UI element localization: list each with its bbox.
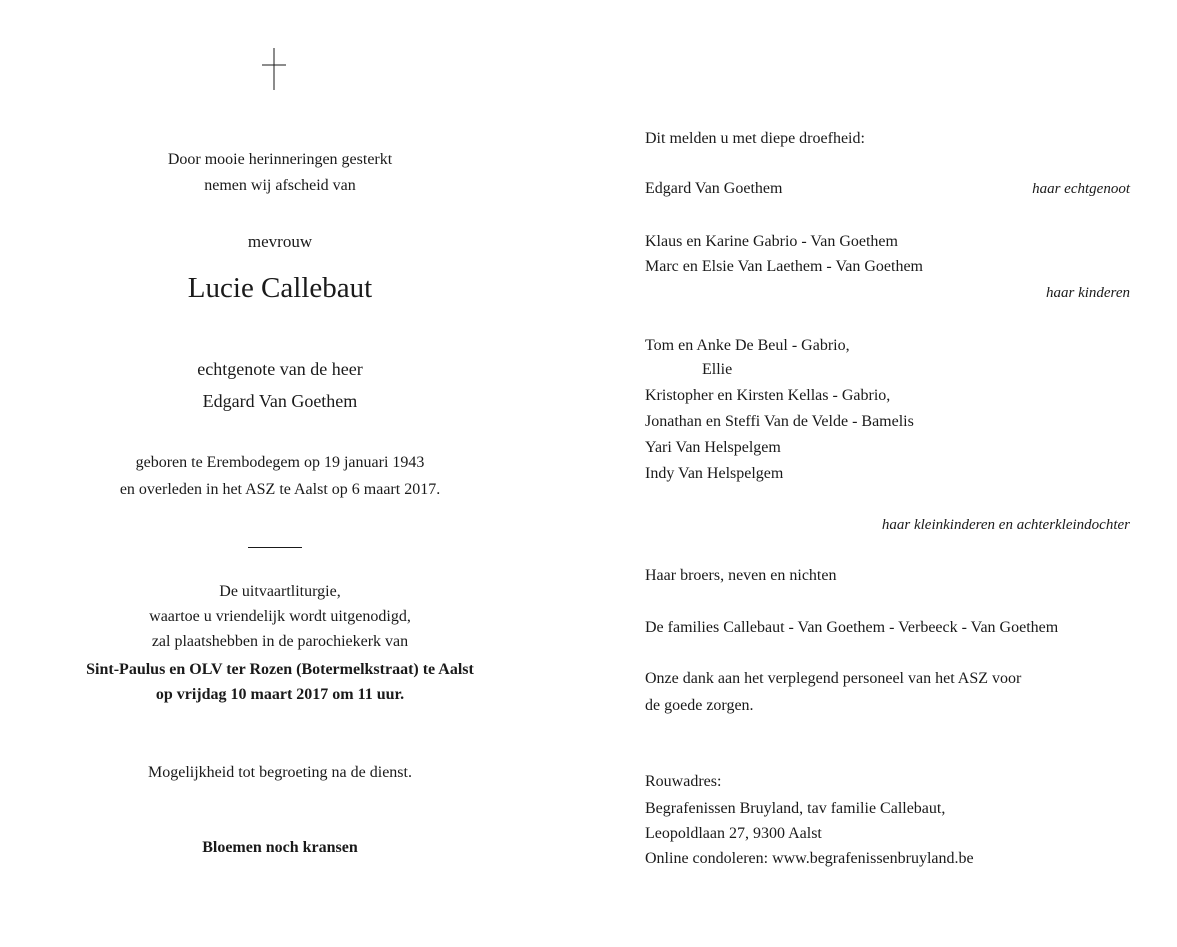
thanks-line-1: Onze dank aan het verplegend personeel van het ASZ voor — [645, 670, 1022, 687]
liturgy-line-1: De uitvaartliturgie, — [219, 583, 341, 600]
salutation: mevrouw — [247, 232, 313, 251]
families: De families Callebaut - Van Goethem - Verbeeck - Van Goethem — [645, 619, 1059, 636]
grandchild-5: Indy Van Helspelgem — [645, 465, 784, 482]
spouse-role: haar echtgenoot — [1032, 181, 1130, 197]
spouse-line-2: Edgard Van Goethem — [202, 391, 358, 411]
greeting-note: Mogelijkheid tot begroeting na de dienst. — [148, 764, 412, 781]
liturgy-line-2: waartoe u vriendelijk wordt uitgenodigd, — [149, 608, 411, 625]
service-datetime: op vrijdag 10 maart 2017 om 11 uur. — [155, 686, 405, 703]
announcement: Dit melden u met diepe droefheid: — [645, 130, 865, 147]
death-line: en overleden in het ASZ te Aalst op 6 maart 2017. — [119, 481, 441, 498]
flowers-note: Bloemen noch kransen — [202, 839, 358, 856]
great-grandchild: Ellie — [702, 361, 733, 378]
address-label: Rouwadres: — [645, 773, 722, 790]
children-role: haar kinderen — [1045, 285, 1130, 301]
divider — [248, 547, 302, 548]
child-1: Klaus en Karine Gabrio - Van Goethem — [645, 233, 898, 250]
deceased-name: Lucie Callebaut — [187, 272, 373, 304]
church: Sint-Paulus en OLV ter Rozen (Botermelkstraat) te Aalst — [86, 661, 474, 678]
grandchildren-role: haar kleinkinderen en achterkleindochter — [881, 517, 1130, 533]
intro-line-2: nemen wij afscheid van — [204, 177, 356, 194]
address-line-1: Begrafenissen Bruyland, tav familie Callebaut, — [645, 800, 946, 817]
grandchild-3: Jonathan en Steffi Van de Velde - Bamelis — [645, 413, 914, 430]
cross-icon — [262, 48, 286, 90]
liturgy-line-3: zal plaatshebben in de parochiekerk van — [151, 633, 409, 650]
thanks-line-2: de goede zorgen. — [645, 697, 754, 714]
intro-line-1: Door mooie herinneringen gesterkt — [167, 151, 393, 168]
online-condolence: Online condoleren: www.begrafenissenbruyland.be — [645, 850, 974, 867]
grandchild-2: Kristopher en Kirsten Kellas - Gabrio, — [645, 387, 891, 404]
grandchild-1: Tom en Anke De Beul - Gabrio, — [645, 337, 850, 354]
grandchild-4: Yari Van Helspelgem — [645, 439, 781, 456]
birth-line: geboren te Erembodegem op 19 januari 1943 — [135, 454, 425, 471]
siblings: Haar broers, neven en nichten — [645, 567, 837, 584]
address-line-2: Leopoldlaan 27, 9300 Aalst — [645, 825, 822, 842]
spouse-name: Edgard Van Goethem — [645, 180, 783, 197]
child-2: Marc en Elsie Van Laethem - Van Goethem — [645, 258, 923, 275]
spouse-line-1: echtgenote van de heer — [197, 359, 363, 379]
